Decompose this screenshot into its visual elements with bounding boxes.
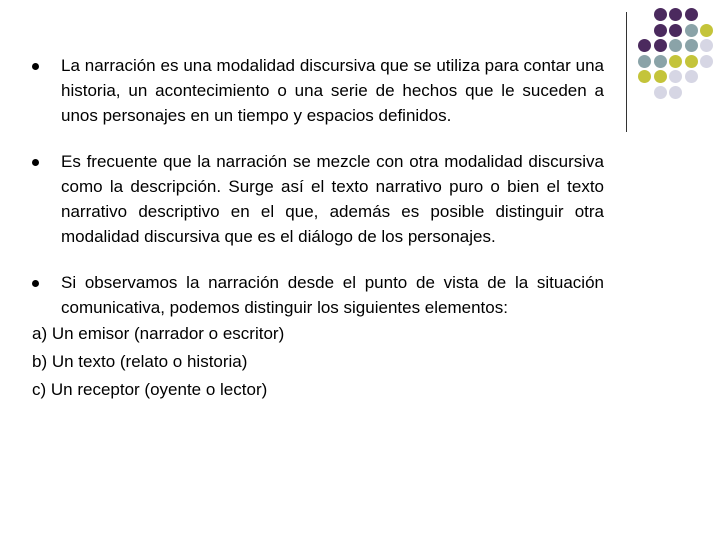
bullet-dot-icon [32,63,39,70]
decorative-dot [685,24,698,37]
decorative-dot [669,24,682,37]
bullet-paragraph-2 [32,149,604,249]
decorative-dot [669,39,682,52]
decorative-dot [654,39,667,52]
bullet-text: La narración es una modalidad discursiva que se utiliza para contar una historia, un acontecimiento o una serie de hechos que le suceden a unos personajes en un tiempo y espacios definidos. [61,56,604,125]
bullet-text: Es frecuente que la narración se mezcle con otra modalidad discursiva como la descripción. Surge así el texto narrativo puro o bien el texto narrativo descriptivo en el que, además es posible distinguir otra modalidad discursiva que es el diálogo de los personajes. [61,152,604,246]
decorative-divider-line [626,12,627,132]
slide-body [32,53,604,404]
decorative-dot [685,70,698,83]
decorative-dot [669,70,682,83]
decorative-dot [638,55,651,68]
decorative-dot [669,55,682,68]
decorative-dot [700,24,713,37]
decorative-dot [685,55,698,68]
bullet-text: Si observamos la narración desde el punto de vista de la situación comunicativa, podemos distinguir los siguientes elementos: [61,273,604,317]
bullet-dot-icon [32,280,39,287]
decorative-dot [654,70,667,83]
decorative-dot [638,70,651,83]
decorative-dot [685,39,698,52]
bullet-dot-icon [32,159,39,166]
list-item-texto: b) Un texto (relato o historia) [32,352,248,371]
decorative-dot [700,55,713,68]
decorative-dot [654,86,667,99]
decorative-dot [685,8,698,21]
decorative-dot [700,39,713,52]
bullet-paragraph-1 [32,53,604,128]
decorative-dot [654,24,667,37]
decorative-dot [669,86,682,99]
decorative-dot [654,8,667,21]
decorative-dot-grid [638,8,720,118]
decorative-dot [654,55,667,68]
bullet-paragraph-3 [32,270,604,320]
list-item-emisor: a) Un emisor (narrador o escritor) [32,324,285,343]
decorative-dot [669,8,682,21]
list-item-receptor: c) Un receptor (oyente o lector) [32,380,268,399]
decorative-dot [638,39,651,52]
